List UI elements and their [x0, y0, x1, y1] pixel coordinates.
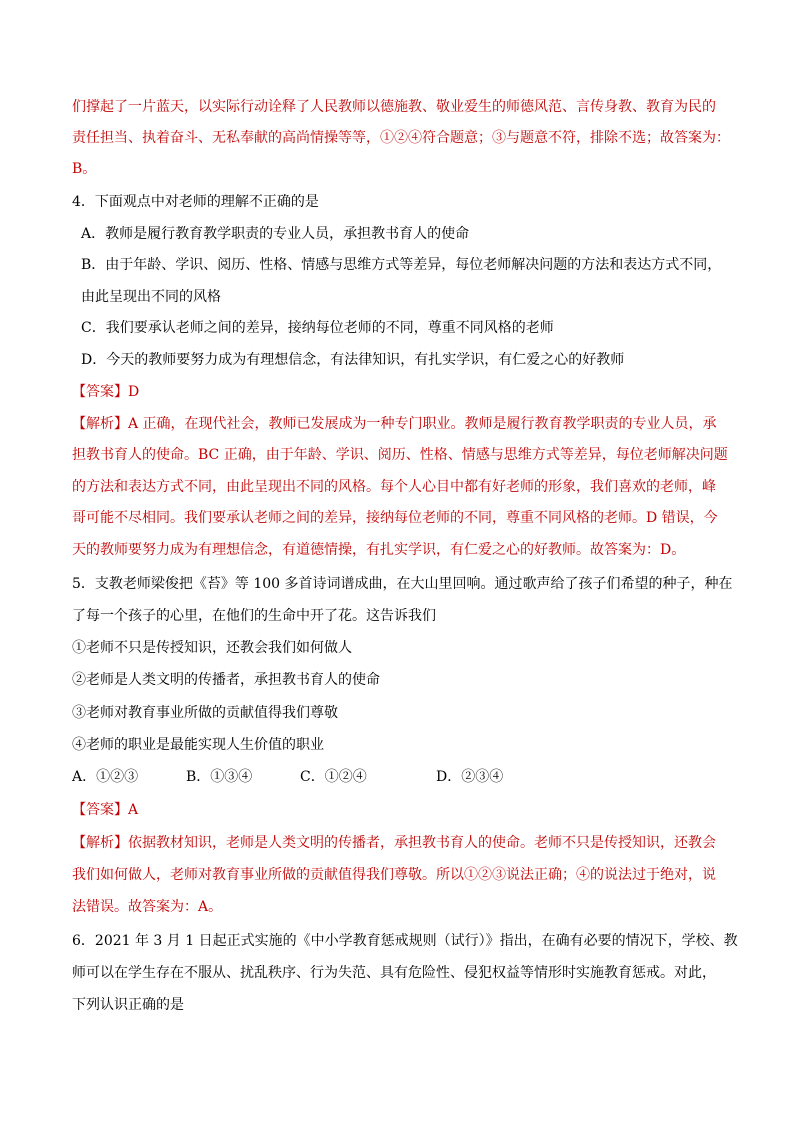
answer-value: A — [128, 802, 139, 818]
q5-item-4: ④老师的职业是最能实现人生价值的职业 — [72, 737, 324, 753]
analysis-text: A 正确，在现代社会，教师已发展成为一种专门职业。教师是履行教育教学职责的专业人员，承 — [128, 416, 717, 432]
q4-stem: 4．下面观点中对老师的理解不正确的是 — [72, 194, 319, 210]
q5-choice-b: B．①③④ — [186, 769, 253, 785]
q5-item-1: ①老师不只是传授知识，还教会我们如何做人 — [72, 640, 352, 656]
q4-option-d: D．今天的教师要努力成为有理想信念，有法律知识，有扎实学识，有仁爱之心的好教师 — [81, 352, 625, 368]
q3-analysis-line-1: 们撑起了一片蓝天，以实际行动诠释了人民教师以德施教、敬业爱生的师德风范、言传身教、教育为民的 — [72, 99, 716, 115]
q6-stem-line-3: 下列认识正确的是 — [72, 997, 184, 1013]
q6-stem-line-1: 6．2021 年 3 月 1 日起正式实施的《中小学教育惩戒规则（试行）》指出，在确有必要的情况下，学校、教 — [72, 933, 738, 949]
q4-option-b-line-2: 由此呈现出不同的风格 — [81, 289, 221, 305]
q4-analysis-line-1 — [72, 413, 717, 433]
q5-choice-c: C．①②④ — [300, 769, 367, 785]
q5-choice-a: A．①②③ — [72, 769, 139, 785]
q5-choice-d: D．②③④ — [436, 769, 504, 785]
q4-option-b-line-1: B．由于年龄、学识、阅历、性格、情感与思维方式等差异，每位老师解决问题的方法和表达方式不同， — [81, 257, 722, 273]
q4-analysis-line-3: 的方法和表达方式不同，由此呈现出不同的风格。每个人心目中都有好老师的形象，我们喜欢的老师，峰 — [72, 479, 716, 495]
q5-item-2: ②老师是人类文明的传播者，承担教书育人的使命 — [72, 672, 380, 688]
q5-answer — [72, 799, 138, 819]
q6-stem-line-2: 师可以在学生存在不服从、扰乱秩序、行为失范、具有危险性、侵犯权益等情形时实施教育惩戒。对此， — [72, 965, 716, 981]
q4-option-a: A．教师是履行教育教学职责的专业人员，承担教书育人的使命 — [81, 226, 470, 242]
q3-analysis-line-2: 责任担当、执着奋斗、无私奉献的高尚情操等等，①②④符合题意；③与题意不符，排除不选；故答案为： — [72, 130, 730, 146]
q4-analysis-line-5: 天的教师要努力成为有理想信念，有道德情操，有扎实学识，有仁爱之心的好教师。故答案为：D。 — [72, 542, 686, 558]
q5-stem-line-2: 了每一个孩子的心里，在他们的生命中开了花。这告诉我们 — [72, 608, 436, 624]
q5-item-3: ③老师对教育事业所做的贡献值得我们尊敬 — [72, 705, 338, 721]
analysis-label: 【解析】 — [72, 416, 128, 432]
q4-analysis-line-4: 哥可能不尽相同。我们要承认老师之间的差异，接纳每位老师的不同，尊重不同风格的老师。D 错误，今 — [72, 510, 718, 526]
analysis-text: 依据教材知识，老师是人类文明的传播者，承担教书育人的使命。老师不只是传授知识，还教会 — [128, 835, 716, 851]
q5-stem-line-1: 5．支教老师梁俊把《苔》等 100 多首诗词谱成曲，在大山里回响。通过歌声给了孩子们希望的种子，种在 — [72, 576, 733, 592]
answer-label: 【答案】 — [72, 384, 128, 400]
analysis-label: 【解析】 — [72, 835, 128, 851]
q5-analysis-line-2: 我们如何做人，老师对教育事业所做的贡献值得我们尊敬。所以①②③说法正确；④的说法过于绝对，说 — [72, 867, 716, 883]
q4-analysis-line-2: 担教书育人的使命。BC 正确，由于年龄、学识、阅历、性格、情感与思维方式等差异，每位老师解决问题 — [72, 447, 728, 463]
answer-label: 【答案】 — [72, 802, 128, 818]
q3-analysis-line-3: B。 — [72, 161, 97, 177]
q5-analysis-line-1 — [72, 832, 716, 852]
answer-value: D — [128, 384, 140, 400]
q4-answer — [72, 381, 139, 401]
q4-option-c: C．我们要承认老师之间的差异，接纳每位老师的不同，尊重不同风格的老师 — [81, 320, 554, 336]
q5-analysis-line-3: 法错误。故答案为：A。 — [72, 899, 223, 915]
